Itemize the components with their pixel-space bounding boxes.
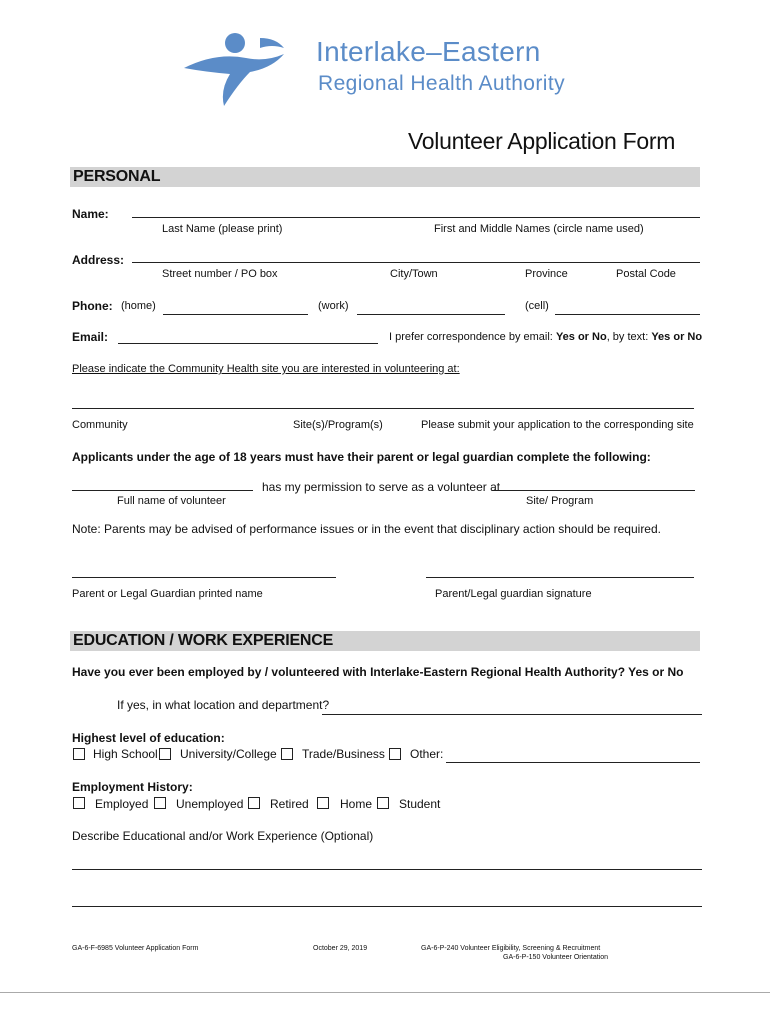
minor-heading: Applicants under the age of 18 years must have their parent or legal guardian complete the following: <box>72 450 651 464</box>
checkbox-trade[interactable] <box>281 748 293 760</box>
street-caption: Street number / PO box <box>162 268 278 280</box>
home-phone-field[interactable] <box>163 314 308 315</box>
checkbox-retired[interactable] <box>248 797 260 809</box>
form-title: Volunteer Application Form <box>408 128 676 154</box>
name-label: Name: <box>72 207 109 221</box>
option-employed: Employed <box>95 797 149 811</box>
highest-education-label: Highest level of education: <box>72 731 225 745</box>
footer-ref-1: GA-6-P-240 Volunteer Eligibility, Screening & Recruitment <box>421 945 601 952</box>
email-label: Email: <box>72 330 109 344</box>
other-education-field[interactable] <box>446 762 700 763</box>
parent-note: Note: Parents may be advised of performance issues or in the event that disciplinary action should be required. <box>72 522 661 536</box>
postal-caption: Postal Code <box>616 268 676 280</box>
sites-caption: Site(s)/Program(s) <box>293 419 383 431</box>
option-unemployed: Unemployed <box>176 797 244 811</box>
section-personal <box>70 167 700 187</box>
site-program-field[interactable] <box>492 490 695 491</box>
employed-question: Have you ever been employed by / volunteered with Interlake-Eastern Regional Health Authority? Yes or No <box>72 665 684 679</box>
text-yes-no[interactable]: Yes or No <box>651 331 703 343</box>
submit-note: Please submit your application to the corresponding site <box>421 419 694 431</box>
city-caption: City/Town <box>390 268 438 280</box>
site-field[interactable] <box>72 408 694 409</box>
name-field[interactable] <box>132 217 700 218</box>
email-field[interactable] <box>118 343 378 344</box>
guardian-name-caption: Parent or Legal Guardian printed name <box>72 588 263 600</box>
employment-history-label: Employment History: <box>72 780 193 794</box>
footer-ref-2: GA-6-P-150 Volunteer Orientation <box>503 954 609 961</box>
checkbox-unemployed[interactable] <box>154 797 166 809</box>
guardian-signature-field[interactable] <box>426 577 694 578</box>
home-label: (home) <box>121 300 156 312</box>
logo-line-1: Interlake–Eastern <box>316 36 541 67</box>
by-text-label: , by text: <box>606 331 649 343</box>
logo-line-2: Regional Health Authority <box>318 72 565 95</box>
volunteer-name-caption: Full name of volunteer <box>117 495 226 507</box>
option-university: University/College <box>180 747 277 761</box>
location-question: If yes, in what location and department? <box>117 698 330 712</box>
work-label: (work) <box>318 300 349 312</box>
location-field[interactable] <box>322 714 702 715</box>
site-program-caption: Site/ Program <box>526 495 594 507</box>
correspondence-preference <box>389 331 702 343</box>
checkbox-home[interactable] <box>317 797 329 809</box>
option-trade: Trade/Business <box>302 747 385 761</box>
address-label: Address: <box>72 253 125 267</box>
cell-label: (cell) <box>525 300 549 312</box>
section-education <box>70 631 700 651</box>
option-student: Student <box>399 797 441 811</box>
option-other: Other: <box>410 747 444 761</box>
option-high-school: High School <box>93 747 158 761</box>
phone-label: Phone: <box>72 299 113 313</box>
last-name-caption: Last Name (please print) <box>162 223 283 235</box>
experience-field-line-1[interactable] <box>72 869 702 870</box>
guardian-name-field[interactable] <box>72 577 336 578</box>
checkbox-student[interactable] <box>377 797 389 809</box>
first-name-caption: First and Middle Names (circle name used) <box>434 223 644 235</box>
volunteer-name-field[interactable] <box>72 490 253 491</box>
checkbox-high-school[interactable] <box>73 748 85 760</box>
email-yes-no[interactable]: Yes or No <box>555 331 607 343</box>
option-home: Home <box>340 797 373 811</box>
page-bottom-divider <box>0 992 770 993</box>
checkbox-university[interactable] <box>159 748 171 760</box>
footer-form-id: GA-6-F-6985 Volunteer Application Form <box>72 945 199 952</box>
community-caption: Community <box>72 419 128 431</box>
checkbox-other[interactable] <box>389 748 401 760</box>
work-phone-field[interactable] <box>357 314 505 315</box>
describe-experience-label: Describe Educational and/or Work Experience (Optional) <box>72 829 374 843</box>
logo <box>176 24 596 110</box>
cell-phone-field[interactable] <box>555 314 700 315</box>
logo-figure-icon <box>176 24 306 110</box>
province-caption: Province <box>525 268 568 280</box>
address-field[interactable] <box>132 262 700 263</box>
checkbox-employed[interactable] <box>73 797 85 809</box>
experience-field-line-2[interactable] <box>72 906 702 907</box>
option-retired: Retired <box>270 797 309 811</box>
section-personal-heading: PERSONAL <box>73 168 161 185</box>
site-prompt: Please indicate the Community Health site you are interested in volunteering at: <box>72 363 460 375</box>
section-education-heading: EDUCATION / WORK EXPERIENCE <box>73 632 334 649</box>
correspondence-prefix: I prefer correspondence by email: <box>389 331 553 343</box>
permission-text: has my permission to serve as a volunteer at <box>262 480 501 494</box>
footer-date: October 29, 2019 <box>313 945 368 952</box>
guardian-signature-caption: Parent/Legal guardian signature <box>435 588 592 600</box>
